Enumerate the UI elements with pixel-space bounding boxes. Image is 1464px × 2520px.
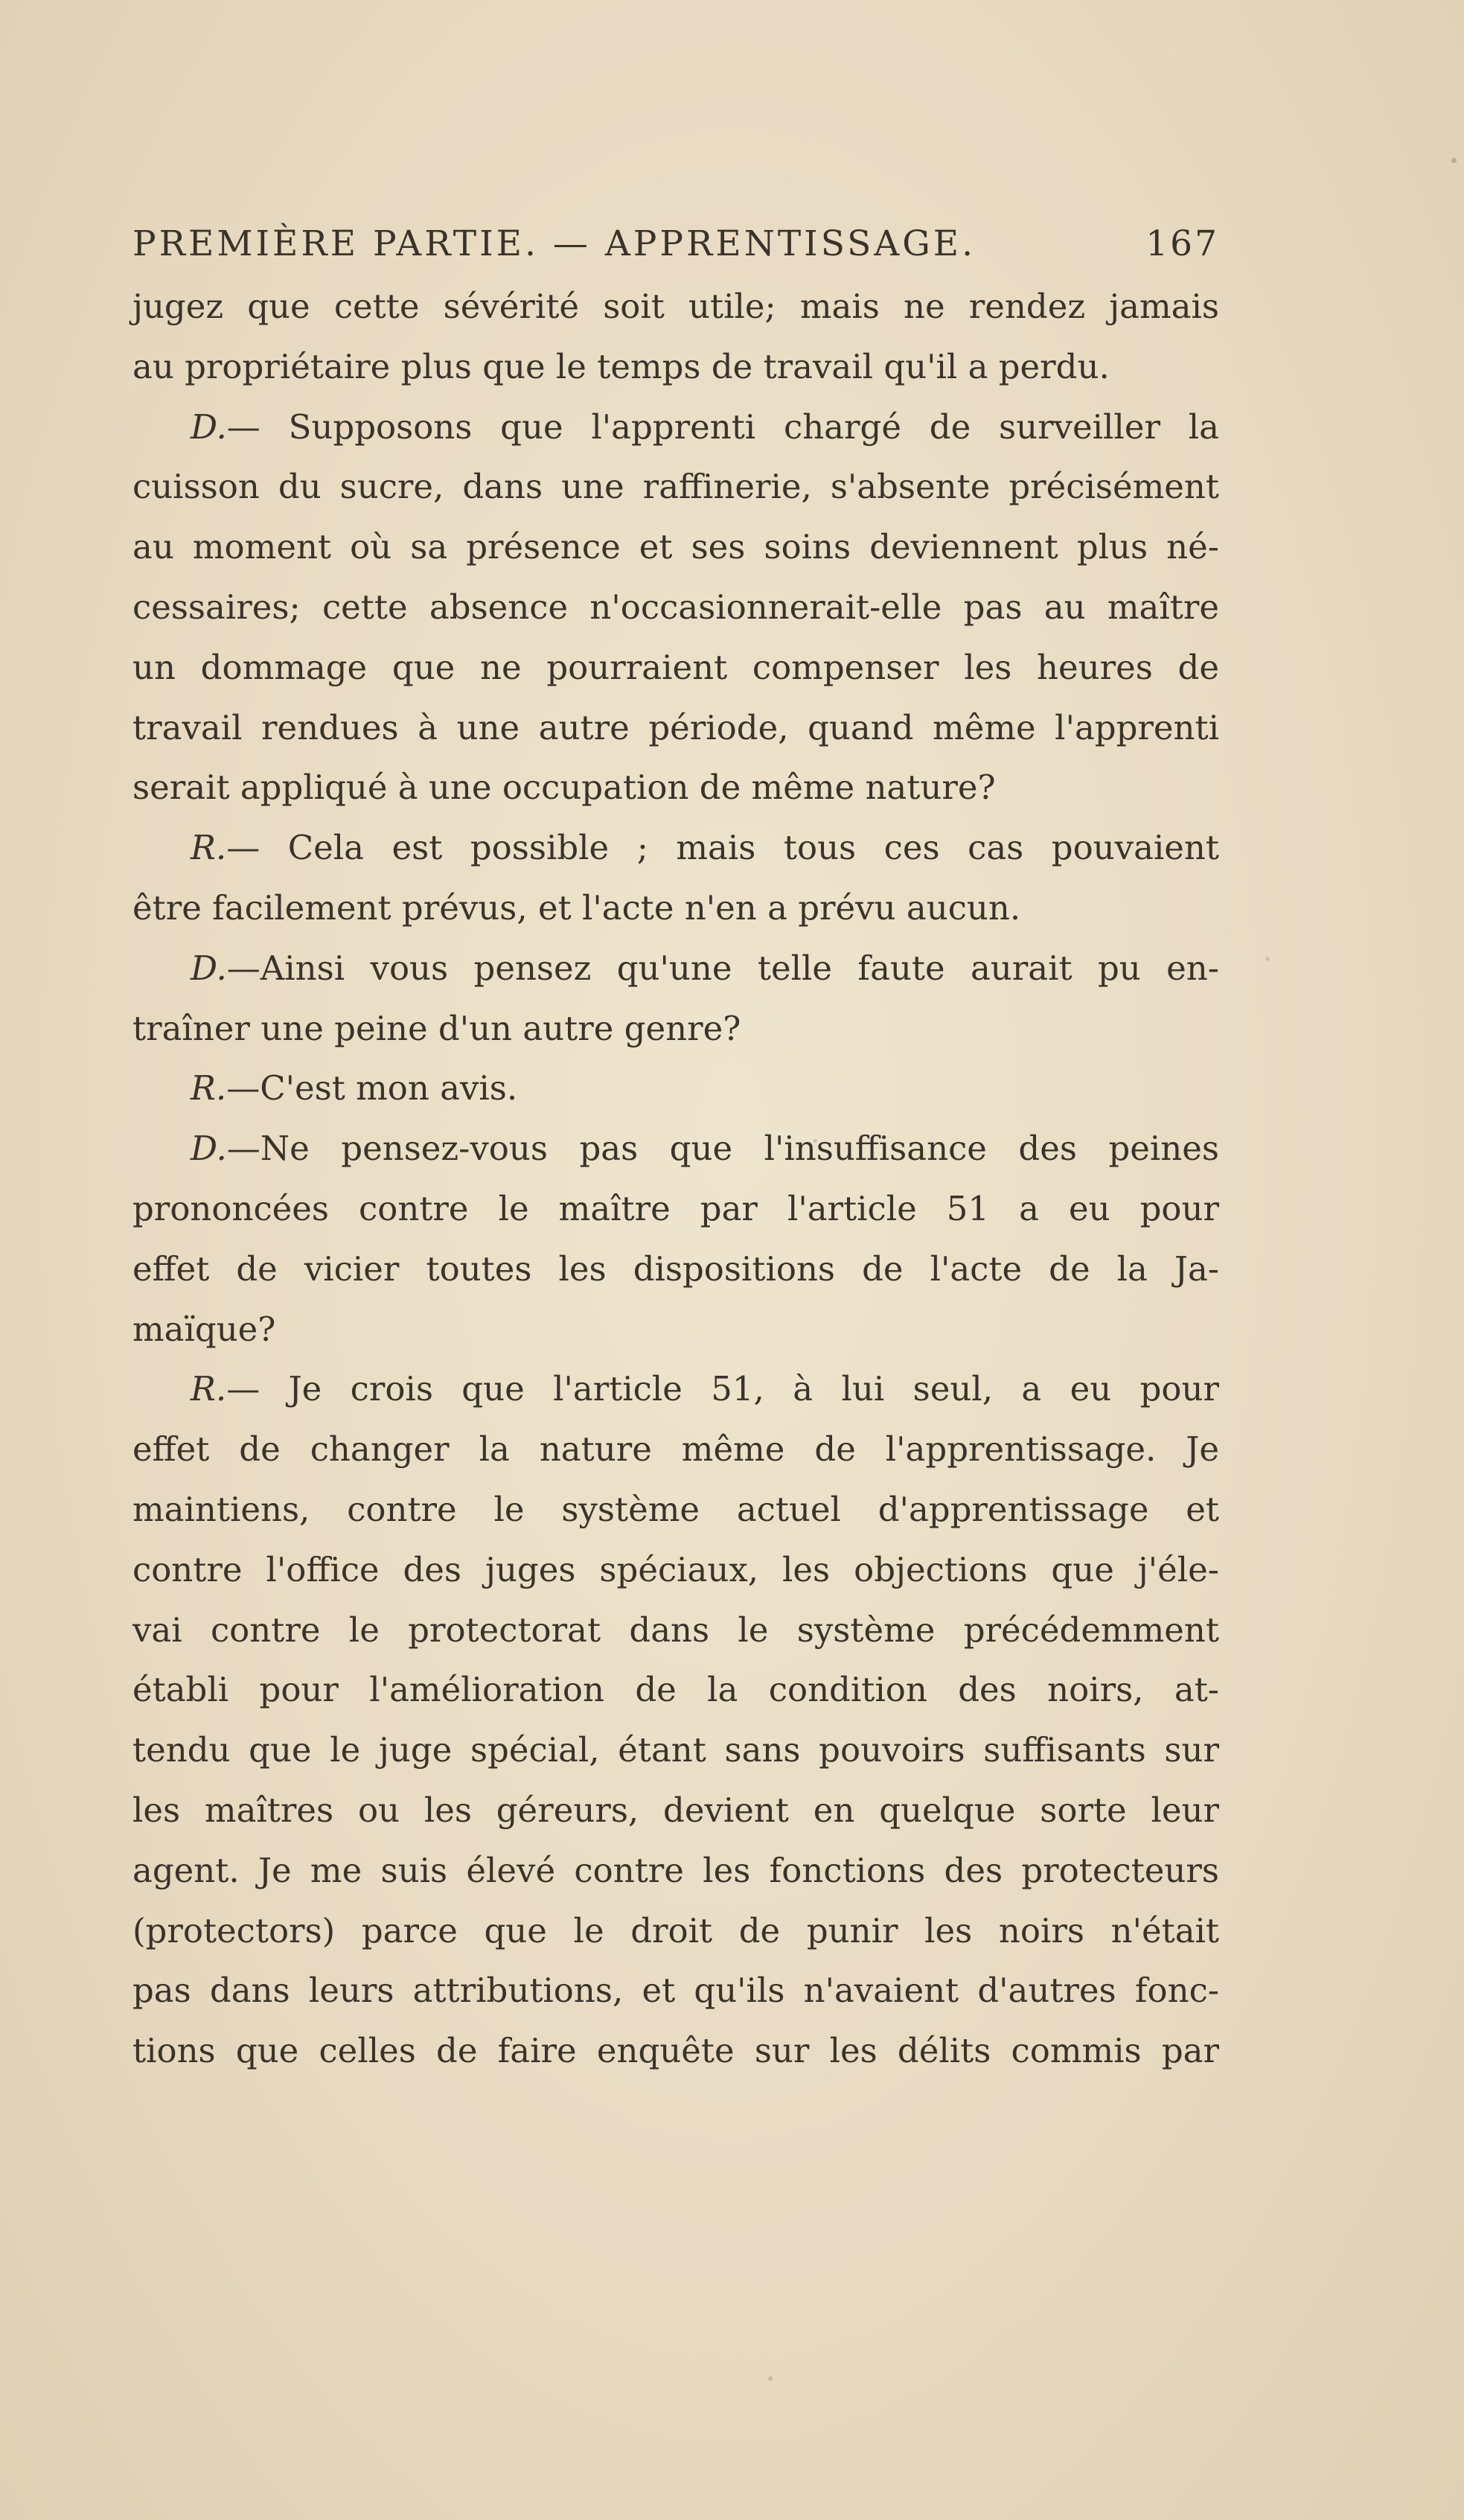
text-line: — Je crois que l'article 51, à lui seul, a eu pour [226, 1369, 1219, 1409]
running-header [132, 223, 1219, 275]
text-line: au moment où sa présence et ses soins deviennent plus né- [132, 527, 1219, 567]
dialogue-line [132, 398, 1219, 458]
text-line: effet de changer la nature même de l'apprentissage. Je [132, 1429, 1219, 1470]
text-line: tendu que le juge spécial, étant sans pouvoirs suffisants sur [132, 1730, 1219, 1770]
text-line: vai contre le protectorat dans le système précédemment [132, 1610, 1219, 1650]
text-line: traîner une peine d'un autre genre? [132, 1008, 741, 1048]
text-line: établi pour l'amélioration de la condition des noirs, at- [132, 1670, 1219, 1710]
dialogue-line [132, 939, 1219, 999]
text-line: maïque? [132, 1309, 276, 1349]
text-line: —Ainsi vous pensez qu'une telle faute aurait pu en- [226, 948, 1219, 988]
speaker-label: D. [191, 948, 227, 988]
paper-speck [768, 2376, 773, 2381]
speaker-label: R. [191, 828, 227, 868]
text-line: tions que celles de faire enquête sur les délits commis par [132, 2031, 1219, 2071]
text-line: les maîtres ou les géreurs, devient en quelque sorte leur [132, 1790, 1219, 1830]
speaker-label: D. [191, 406, 227, 447]
text-line: — Cela est possible ; mais tous ces cas pouvaient [226, 828, 1219, 868]
text-line: effet de vicier toutes les dispositions de l'acte de la Ja- [132, 1248, 1219, 1289]
page-text [132, 223, 1219, 2082]
dialogue-line [132, 818, 1219, 878]
text-line: pas dans leurs attributions, et qu'ils n'avaient d'autres fonc- [132, 1971, 1219, 2011]
dialogue-line [132, 1119, 1219, 1179]
paper-speck [1451, 158, 1457, 163]
text-line: agent. Je me suis élevé contre les fonctions des protecteurs [132, 1850, 1219, 1890]
text-line: au propriétaire plus que le temps de travail qu'il a perdu. [132, 346, 1110, 386]
text-line: (protectors) parce que le droit de punir les noirs n'était [132, 1910, 1219, 1950]
text-line: — Supposons que l'apprenti chargé de surveiller la [226, 406, 1219, 447]
body-text [132, 277, 1219, 2082]
paper-speck [1265, 957, 1270, 961]
text-line: cuisson du sucre, dans une raffinerie, s'absente précisément [132, 467, 1219, 507]
text-line: travail rendues à une autre période, quand même l'apprenti [132, 707, 1219, 747]
text-line: contre l'office des juges spéciaux, les objections que j'éle- [132, 1549, 1219, 1589]
text-line: serait appliqué à une occupation de même nature? [132, 768, 996, 808]
speaker-label: R. [191, 1369, 227, 1409]
text-line: cessaires; cette absence n'occasionnerait-elle pas au maître [132, 587, 1219, 627]
dialogue-line [132, 1059, 1219, 1119]
text-line: —C'est mon avis. [226, 1068, 518, 1109]
text-line: un dommage que ne pourraient compenser les heures de [132, 647, 1219, 687]
text-line: maintiens, contre le système actuel d'apprentissage et [132, 1489, 1219, 1529]
text-line: —Ne pensez-vous pas que l'insuffisance des peines [226, 1129, 1219, 1169]
text-line: jugez que cette sévérité soit utile; mais ne rendez jamais [132, 287, 1219, 326]
page-number: 167 [1145, 223, 1219, 264]
text-line: prononcées contre le maître par l'article 51 a eu pour [132, 1188, 1219, 1228]
text-line: être facilement prévus, et l'acte n'en a prévu aucun. [132, 887, 1021, 928]
speaker-label: R. [191, 1068, 227, 1109]
speaker-label: D. [191, 1129, 227, 1169]
dialogue-line [132, 1359, 1219, 1420]
running-title: PREMIÈRE PARTIE. — APPRENTISSAGE. [132, 223, 976, 264]
